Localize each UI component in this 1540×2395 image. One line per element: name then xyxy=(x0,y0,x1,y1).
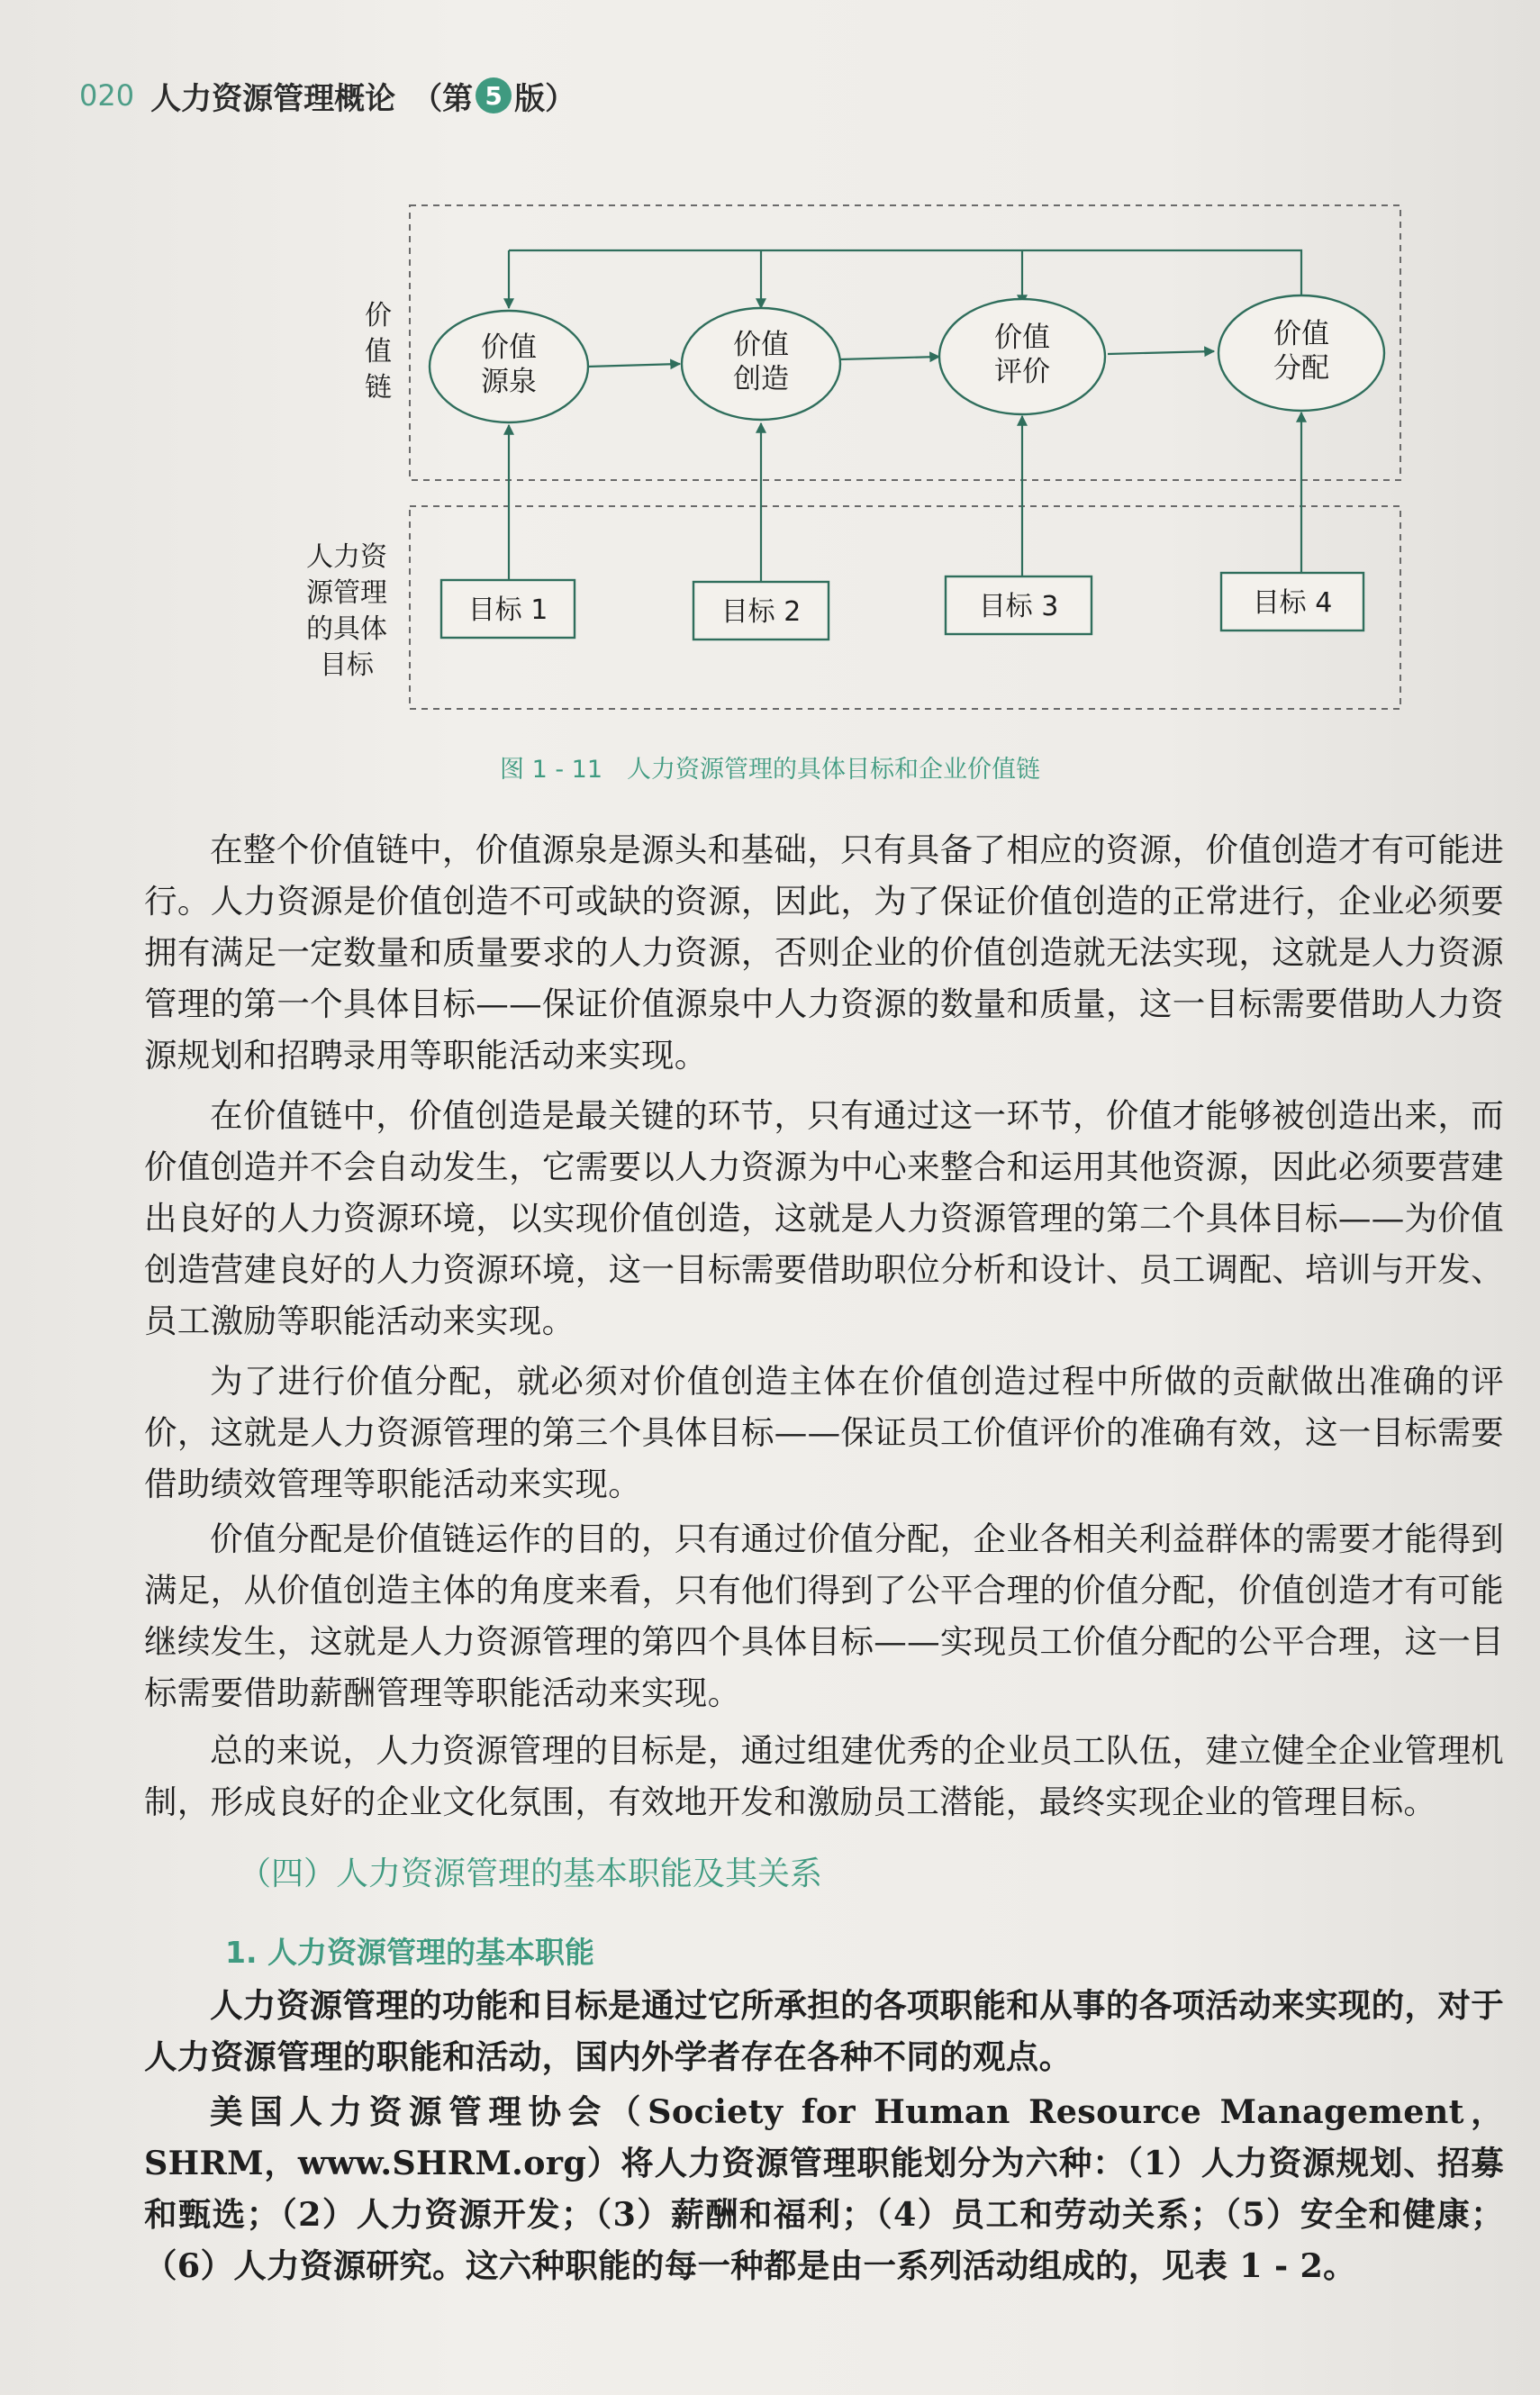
section-heading: （四）人力资源管理的基本职能及其关系 xyxy=(239,1855,823,1892)
goal-4-box xyxy=(1221,573,1363,631)
goal-2-box xyxy=(693,582,829,640)
feedback-loop-line xyxy=(509,250,1301,310)
hr-goals-label-1: 人力资 xyxy=(306,541,387,573)
hr-goals-label-3: 的具体 xyxy=(306,613,387,645)
hr-goals-label-2: 源管理 xyxy=(306,577,387,609)
hr-goals-label-4: 目标 xyxy=(320,649,374,681)
svg-text:价值: 价值 xyxy=(733,329,789,361)
page-number: 020 xyxy=(79,78,135,113)
svg-text:目标 1: 目标 1 xyxy=(467,594,548,626)
svg-text:源泉: 源泉 xyxy=(481,366,537,398)
edition-number-badge: 5 xyxy=(476,77,512,113)
node-value-distribution xyxy=(1218,295,1384,411)
svg-text:价值: 价值 xyxy=(1273,318,1329,350)
arrow-evaluation-to-distribution xyxy=(1108,351,1214,354)
value-chain-label-2: 值 xyxy=(365,336,392,367)
paragraph-2: 在价值链中，价值创造是最关键的环节，只有通过这一环节，价值才能够被创造出来，而价值创造并不会自动发生，它需要以人力资源为中心来整合和运用其他资源，因此必须要营建出良好的人力资源环境，以实现价值创造，这就是人力资源管理的第二个具体目标——为价值创造营建良好的人力资源环境，这一目标需要借助职位分析和设计、员工调配、培训与开发、员工激励等职能活动来实现。 xyxy=(144,1096,1504,1340)
svg-text:目标 2: 目标 2 xyxy=(720,596,802,628)
goal-1-box xyxy=(441,580,575,638)
node-value-creation xyxy=(682,308,840,420)
svg-text:创造: 创造 xyxy=(733,363,789,395)
arrow-source-to-creation xyxy=(587,364,680,367)
figure-caption: 图 1 - 11 人力资源管理的具体目标和企业价值链 xyxy=(499,756,1041,784)
paragraph-5: 总的来说，人力资源管理的目标是，通过组建优秀的企业员工队伍，建立健全企业管理机制，形成良好的企业文化氛围，有效地开发和激励员工潜能，最终实现企业的管理目标。 xyxy=(144,1731,1504,1821)
value-chain-label-3: 链 xyxy=(365,372,392,404)
paragraph-4: 价值分配是价值链运作的目的，只有通过价值分配，企业各相关利益群体的需要才能得到满足，从价值创造主体的角度来看，只有他们得到了公平合理的价值分配，价值创造才有可能继续发生，这就是人力资源管理的第四个具体目标——实现员工价值分配的公平合理，这一目标需要借助薪酬管理等职能活动来实现。 xyxy=(144,1520,1504,1712)
value-chain-label-1: 价 xyxy=(365,300,392,331)
paragraph-3: 为了进行价值分配，就必须对价值创造主体在价值创造过程中所做的贡献做出准确的评价，这就是人力资源管理的第三个具体目标——保证员工价值评价的准确有效，这一目标需要借助绩效管理等职能活动来实现。 xyxy=(144,1362,1504,1503)
goal-3-box xyxy=(946,576,1092,634)
paragraph-7: 美国人力资源管理协会（Society for Human Resource Management，SHRM，www.SHRM.org）将人力资源管理职能划分为六种：（1）人力资源规划、招募和甄选；（2）人力资源开发；（3）薪酬和福利；（4）员工和劳动关系；（5）安全和健康；（6）人力资源研究。这六种职能的每一种都是由一系列活动组成的，见表 1 - 2。 xyxy=(144,2092,1504,2285)
paragraph-1: 在整个价值链中，价值源泉是源头和基础，只有具备了相应的资源，价值创造才有可能进行。人力资源是价值创造不可或缺的资源，因此，为了保证价值创造的正常进行，企业必须要拥有满足一定数量和质量要求的人力资源，否则企业的价值创造就无法实现，这就是人力资源管理的第一个具体目标——保证价值源泉中人力资源的数量和质量，这一目标需要借助人力资源规划和招聘录用等职能活动来实现。 xyxy=(144,830,1504,1075)
node-value-source xyxy=(430,311,588,422)
svg-text:价值: 价值 xyxy=(994,322,1050,354)
svg-text:分配: 分配 xyxy=(1273,352,1329,385)
svg-text:评价: 评价 xyxy=(994,356,1050,388)
svg-text:目标 4: 目标 4 xyxy=(1252,587,1333,619)
svg-text:目标 3: 目标 3 xyxy=(978,591,1059,622)
value-chain-figure xyxy=(0,0,1540,757)
book-title: 人力资源管理概论 xyxy=(150,80,396,117)
subsection-heading: 1. 人力资源管理的基本职能 xyxy=(225,1935,594,1970)
svg-text:价值: 价值 xyxy=(481,331,537,364)
paragraph-6: 人力资源管理的功能和目标是通过它所承担的各项职能和从事的各项活动来实现的，对于人力资源管理的职能和活动，国内外学者存在各种不同的观点。 xyxy=(144,1986,1504,2076)
node-value-evaluation xyxy=(939,299,1105,414)
arrow-creation-to-evaluation xyxy=(840,357,939,359)
edition-label: （第 5 版） xyxy=(412,74,575,118)
